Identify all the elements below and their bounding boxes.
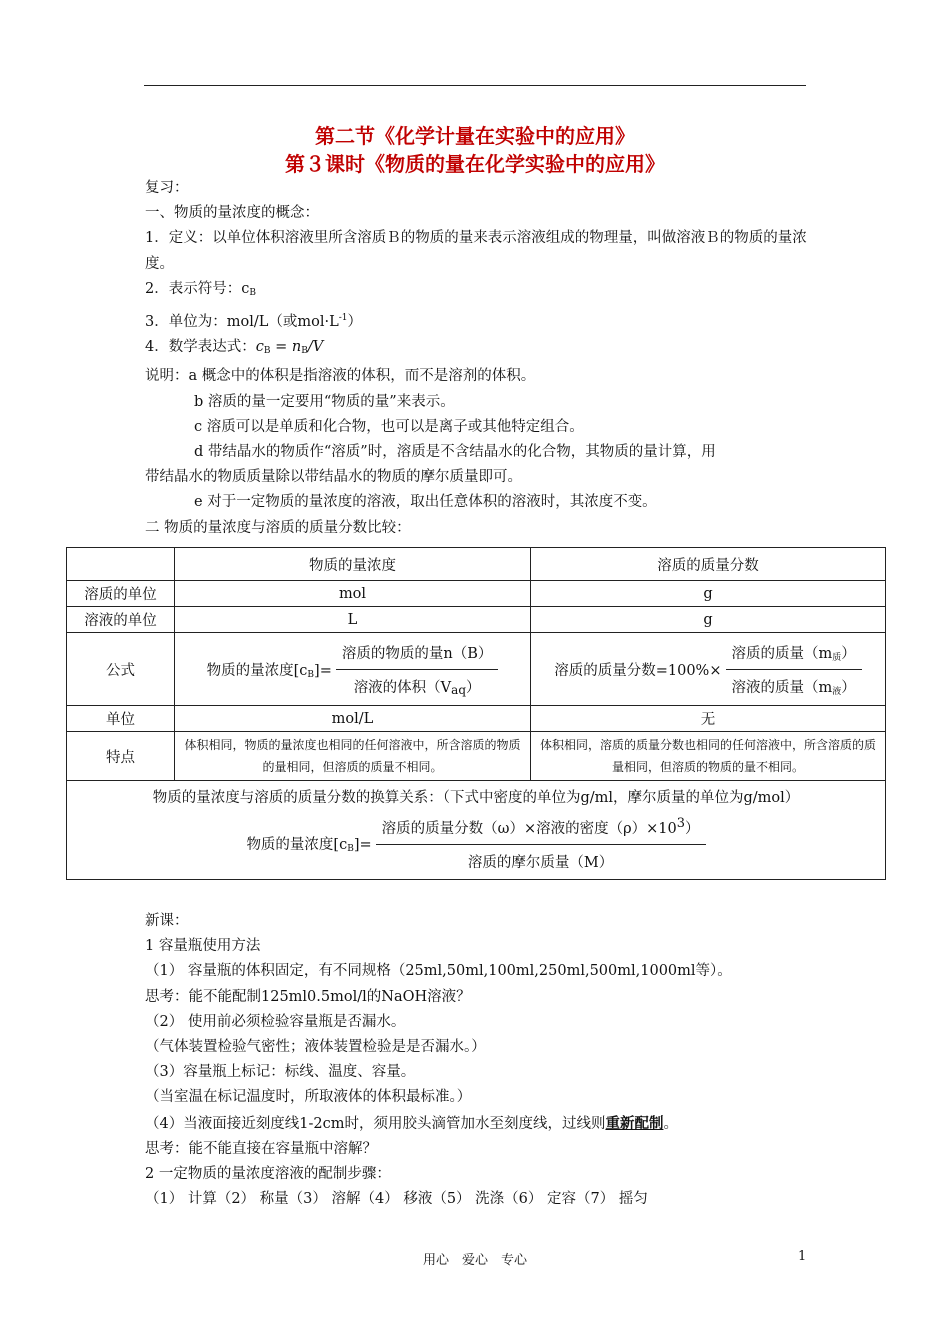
row-label: 溶液的单位: [67, 607, 175, 633]
numerator: 溶质的质量分数（ω）×溶液的密度（ρ）×103）: [376, 813, 706, 845]
think-question-1: 思考：能不能配制125ml0.5mol/l的NaOH溶液？: [145, 988, 471, 1005]
note-a: 说明：a 概念中的体积是指溶液的体积，而不是溶剂的体积。: [145, 368, 536, 385]
new-lesson-section: [145, 909, 825, 1212]
table-cell: g: [531, 581, 886, 607]
fraction: [336, 639, 499, 700]
emphasis-text: 重新配制: [605, 1114, 664, 1132]
flask-usage-heading: 1 容量瓶使用方法: [145, 938, 261, 955]
formula-cell: [175, 633, 531, 706]
table-cell: 无: [531, 706, 886, 732]
column-header: 溶质的质量分数: [531, 548, 886, 581]
table-cell: mol: [175, 581, 531, 607]
table-row: [67, 633, 886, 706]
preparation-heading: 2 一定物质的量浓度溶液的配制步骤：: [145, 1166, 391, 1183]
formula-cell: [531, 633, 886, 706]
numerator: 溶质的质量$(m_质)$: [726, 639, 862, 670]
column-header: 物质的量浓度: [175, 548, 531, 581]
table-cell: g: [531, 607, 886, 633]
table-cell: mol/L: [175, 706, 531, 732]
usage-note-3: （当室温在标记温度时，所取液体的体积最标准。）: [145, 1089, 472, 1106]
review-heading: 复习：: [145, 180, 189, 196]
expression-line: 4．数学表达式：$c_B = n_B/V$: [145, 339, 324, 357]
note-d: d 带结晶水的物质作“溶质”时，溶质是不含结晶水的化合物，其物质的量计算，用: [194, 444, 716, 461]
fraction: [726, 639, 862, 700]
formula-prefix: 溶质的质量分数=100%×: [554, 662, 722, 679]
denominator: 溶液的质量$(m_液)$: [731, 679, 856, 697]
comparison-heading: 二 物质的量浓度与溶质的质量分数比较：: [145, 519, 411, 536]
unit-line: 3．单位为：mol/L（或$mol\cdot L^{-1}$）: [145, 313, 362, 331]
comparison-table: [66, 547, 886, 880]
conversion-title: 物质的量浓度与溶质的质量分数的换算关系：（下式中密度的单位为g/ml，摩尔质量的单位为g/mol）: [152, 789, 800, 806]
usage-point-1: （1） 容量瓶的体积固定，有不同规格（25ml,50ml,100ml,250ml,500ml,1000ml等）。: [145, 963, 732, 980]
think-question-2: 思考：能不能直接在容量瓶中溶解？: [145, 1140, 377, 1157]
numerator: 溶质的物质的量n（B）: [336, 639, 499, 670]
section-title: 第二节《化学计量在实验中的应用》: [315, 124, 635, 148]
usage-point-3: （3）容量瓶上标记：标线、温度、容量。: [145, 1064, 416, 1081]
denominator: 溶质的摩尔质量（M）: [467, 854, 614, 871]
table-row: [67, 581, 886, 607]
table-row: [67, 607, 886, 633]
review-section: [145, 176, 810, 541]
header-rule: [144, 85, 806, 86]
preparation-steps: （1） 计算（2） 称量（3） 溶解（4） 移液（5） 洗涤（6） 定容（7） 摇匀: [145, 1191, 648, 1208]
note-d-continued: 带结晶水的物质质量除以带结晶水的物质的摩尔质量即可。: [145, 469, 522, 486]
table-row: [67, 732, 886, 781]
lesson-title: 第３课时《物质的量在化学实验中的应用》: [285, 152, 665, 176]
row-label: 溶质的单位: [67, 581, 175, 607]
table-cell: 体积相同，物质的量浓度也相同的任何溶液中，所含溶质的物质的量相同，但溶质的质量不相同。: [175, 732, 531, 781]
conversion-cell: [67, 781, 886, 880]
formula-prefix: 物质的量浓度$[c_B]=$: [206, 662, 332, 680]
table-cell: 体积相同，溶质的质量分数也相同的任何溶液中，所含溶质的质量相同，但溶质的物质的量不相同。: [531, 732, 886, 781]
table-row: [67, 781, 886, 880]
row-label: 单位: [67, 706, 175, 732]
formula-prefix: 物质的量浓度$[c_B]=$: [246, 837, 372, 854]
note-b: b 溶质的量一定要用“物质的量”来表示。: [194, 393, 455, 410]
row-label: 特点: [67, 732, 175, 781]
page-number: 1: [798, 1249, 807, 1264]
new-lesson-heading: 新课：: [145, 913, 189, 929]
usage-point-4: （4）当液面接近刻度线1-2cm时，须用胶头滴管加水至刻度线，过线则重新配制。: [145, 1114, 678, 1132]
fraction: [376, 813, 706, 875]
definition-text: 1．定义：以单位体积溶液里所含溶质Ｂ的物质的量来表示溶液组成的物理量，叫做溶液Ｂ的物质的量浓度。: [145, 230, 807, 272]
symbol-line: 2．表示符号：$c_B$: [145, 280, 256, 298]
footer-slogan: 用心 爱心 专心: [422, 1253, 527, 1268]
concept-heading: 一、物质的量浓度的概念：: [145, 205, 319, 222]
row-label: 公式: [67, 633, 175, 706]
usage-note-2: （气体装置检验气密性；液体装置检验是是否漏水。）: [145, 1039, 486, 1056]
denominator: 溶液的体积（Vaq）: [353, 679, 481, 697]
note-c: c 溶质可以是单质和化合物，也可以是离子或其他特定组合。: [194, 418, 584, 435]
table-row: [67, 706, 886, 732]
table-corner: [67, 548, 175, 581]
note-e: e 对于一定物质的量浓度的溶液，取出任意体积的溶液时，其浓度不变。: [194, 494, 657, 511]
usage-point-2: （2） 使用前必须检验容量瓶是否漏水。: [145, 1013, 406, 1030]
table-cell: L: [175, 607, 531, 633]
table-row: [67, 548, 886, 581]
